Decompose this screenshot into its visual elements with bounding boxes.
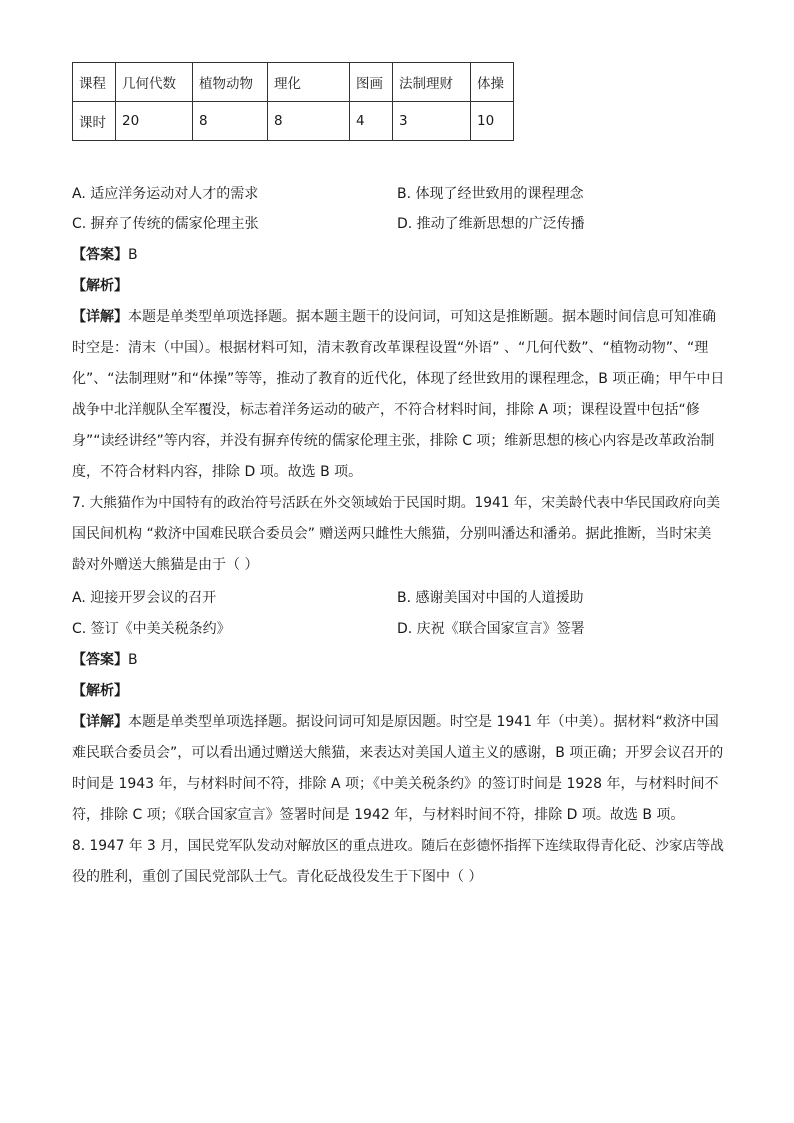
course-table: [72, 62, 514, 141]
table-cell: 8: [193, 102, 268, 141]
table-cell: 体操: [471, 63, 514, 102]
q6-detail-line: 时空是：清末（中国）。根据材料可知，清末教育改革课程设置“外语” 、“几何代数”、“植物动物”、“理: [72, 340, 709, 356]
q6-detail-line: 战争中北洋舰队全军覆没，标志着洋务运动的破产，不符合材料时间，排除 A 项；课程设置中包括“修: [72, 402, 700, 418]
detail-text: 本题是单类型单项选择题。据设问词可知是原因题。时空是 1941 年（中美）。据材料“救济中国: [128, 714, 719, 730]
table-cell: 法制理财: [393, 63, 471, 102]
q7-detail-line: 难民联合委员会”，可以看出通过赠送大熊猫，来表达对美国人道主义的感谢，B 项正确；开罗会议召开的: [72, 745, 724, 761]
table-row: [73, 102, 514, 141]
table-row: [73, 63, 514, 102]
answer-tag: 【答案】: [72, 247, 128, 263]
q7-option-d: D. 庆祝《联合国家宣言》签署: [397, 621, 585, 637]
table-cell: 植物动物: [193, 63, 268, 102]
table-cell: 3: [393, 102, 471, 141]
q7-detail-line: [72, 712, 724, 732]
table-cell: 几何代数: [116, 63, 193, 102]
q7-detail-line: 时间是 1943 年，与材料时间不符，排除 A 项；《中美关税条约》的签订时间是 1928 年，与材料时间不: [72, 776, 719, 792]
q7-stem-line: 国民间机构 “救济中国难民联合委员会” 赠送两只雌性大熊猫，分别叫潘达和潘弟。据此推断，当时宋美: [72, 526, 712, 542]
table-cell: 4: [350, 102, 393, 141]
q7-detail-line: 符，排除 C 项；《联合国家宣言》签署时间是 1942 年，与材料时间不符，排除 D 项。故选 B 项。: [72, 807, 685, 823]
q7-analysis-tag: [72, 681, 128, 701]
answer-tag: 【答案】: [72, 652, 128, 668]
q6-detail-line: 化”、“法制理财”和“体操”等等，推动了教育的近代化，体现了经世致用的课程理念，B 项正确；甲午中日: [72, 371, 725, 387]
table-cell: 理化: [268, 63, 350, 102]
detail-tag: 【详解】: [72, 714, 128, 730]
detail-tag: 【详解】: [72, 309, 128, 325]
table-cell: 课时: [73, 102, 116, 141]
q8-stem-line: 8. 1947 年 3 月，国民党军队发动对解放区的重点进攻。随后在彭德怀指挥下连续取得青化砭、沙家店等战: [72, 838, 724, 854]
q6-answer: [72, 245, 138, 265]
q7-stem-line: 7. 大熊猫作为中国特有的政治符号活跃在外交领域始于民国时期。1941 年，宋美龄代表中华民国政府向美: [72, 495, 721, 511]
table-cell: 图画: [350, 63, 393, 102]
analysis-tag: 【解析】: [72, 683, 128, 699]
table-cell: 20: [116, 102, 193, 141]
q7-answer: [72, 650, 138, 670]
table-cell: 8: [268, 102, 350, 141]
answer-value: B: [128, 652, 138, 668]
q6-detail-line: 身”“读经讲经”等内容，并没有摒弃传统的儒家伦理主张，排除 C 项；维新思想的核心内容是改革政治制: [72, 433, 715, 449]
table-cell: 10: [471, 102, 514, 141]
q6-detail-line: 度，不符合材料内容，排除 D 项。故选 B 项。: [72, 464, 363, 480]
answer-value: B: [128, 247, 138, 263]
q6-detail-line: [72, 307, 724, 327]
q7-option-c: C. 签订《中美关税条约》: [72, 621, 231, 637]
q7-option-b: B. 感谢美国对中国的人道援助: [397, 590, 584, 606]
q6-option-c: C. 摒弃了传统的儒家伦理主张: [72, 216, 259, 232]
detail-text: 本题是单类型单项选择题。据本题主题干的设问词，可知这是推断题。据本题时间信息可知准确: [128, 309, 716, 325]
q7-option-a: A. 迎接开罗会议的召开: [72, 590, 217, 606]
q7-stem-line: 龄对外赠送大熊猫是由于（ ）: [72, 557, 259, 573]
q6-analysis-tag: [72, 276, 128, 296]
q6-option-b: B. 体现了经世致用的课程理念: [397, 186, 584, 202]
table-cell: 课程: [73, 63, 116, 102]
q8-stem-line: 役的胜利，重创了国民党部队士气。青化砭战役发生于下图中（ ）: [72, 869, 483, 885]
q6-option-d: D. 推动了维新思想的广泛传播: [397, 216, 585, 232]
analysis-tag: 【解析】: [72, 278, 128, 294]
q6-option-a: A. 适应洋务运动对人才的需求: [72, 186, 259, 202]
